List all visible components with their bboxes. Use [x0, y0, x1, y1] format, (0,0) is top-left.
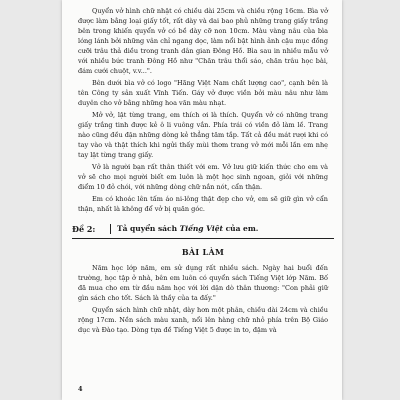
paragraph: Bên dưới bìa vở có logo "Hãng Việt Nam chất lượng cao", cạnh bên là tên Công ty sản xuất Vĩnh Tiến. Gáy vở được viền bởi màu nâu như làm duyên cho vở bằng những hoa văn màu nhạt. — [78, 79, 328, 107]
exercise-prompt-end: của em. — [222, 224, 259, 233]
paragraph: Năm học lớp năm, em sử dụng rất nhiều sách. Ngày hai buổi đến trường, học tập ở nhà, bên em luôn có quyển sách Tiếng Việt lớp Năm. Bố đã mua cho em từ đầu năm học với lời dặn dò thân thương: "Con phải giữ gìn sách cho tốt. Sách là thầy của ta đấy." — [78, 264, 328, 302]
paragraph: Vở là người bạn rất thân thiết với em. Vở lưu giữ kiến thức cho em và vở sẽ cho mọi người biết em luôn là một học sinh ngoan, giỏi với những điểm 10 đỏ chói, với những dòng chữ nắn nót, cẩn thận. — [78, 163, 328, 191]
paragraph: Mở vở, lật từng trang, em thích ơi là thích. Quyển vở có những trang giấy trắng tinh được kẻ ô li vuông vắn. Phía trái có viền đỏ làm lề. Trang nào cũng đều đặn những dòng kẻ thẳng tăm tắp. Tất cả đều mát rượi khi có tay vào và thật thích khi ngửi thấy mùi thơm trang vở mới mỗi lần em nhẹ tay lật từng trang giấy. — [78, 111, 328, 159]
paragraph: Quyển vở hình chữ nhật có chiều dài 25cm và chiều rộng 16cm. Bìa vở được làm bằng loại giấy tốt, rất dày và dai bao phủ những trang giấy trắng bên trong khiến quyển vở có bề dày cỡ non 10cm. Màu vàng nâu của bìa lóng lánh bởi những vân chỉ ngang dọc, làm nổi bật hình ảnh cậu mục đồng cưỡi trâu thả diều trong tranh dân gian Đông Hồ. Bìa sau in nhiều mẫu vở với nhiều bức tranh Đông Hồ như "Chăn trâu thổi sáo, chăn trâu học bài, đám cưới chuột, v.v...". — [78, 7, 328, 75]
page-number: 4 — [78, 385, 83, 393]
exercise-title — [72, 224, 334, 239]
paragraph: Em có khoác lên tấm áo ni-lông thật đẹp cho vở, em sẽ giữ gìn vở cẩn thận, nhất là không để vở bị quăn góc. — [78, 195, 328, 213]
exercise-prompt-book: Tiếng Việt — [179, 224, 223, 233]
exercise-prompt — [110, 224, 258, 234]
document-page — [62, 0, 342, 400]
exercise-label: Đề 2: — [72, 224, 96, 234]
page-content — [72, 6, 328, 335]
exercise-prompt-start: Tả quyển sách — [117, 224, 180, 233]
section-heading: BÀI LÀM — [181, 247, 225, 257]
paragraph: Quyển sách hình chữ nhật, dày hơn một phân, chiều dài 24cm và chiều rộng 17cm. Nền sách màu xanh, nổi lên hàng chữ nhỏ phía trên Bộ Giáo dục và Đào tạo. Dòng tựa đề Tiếng Việt 5 được in to, đậm và — [78, 306, 328, 334]
